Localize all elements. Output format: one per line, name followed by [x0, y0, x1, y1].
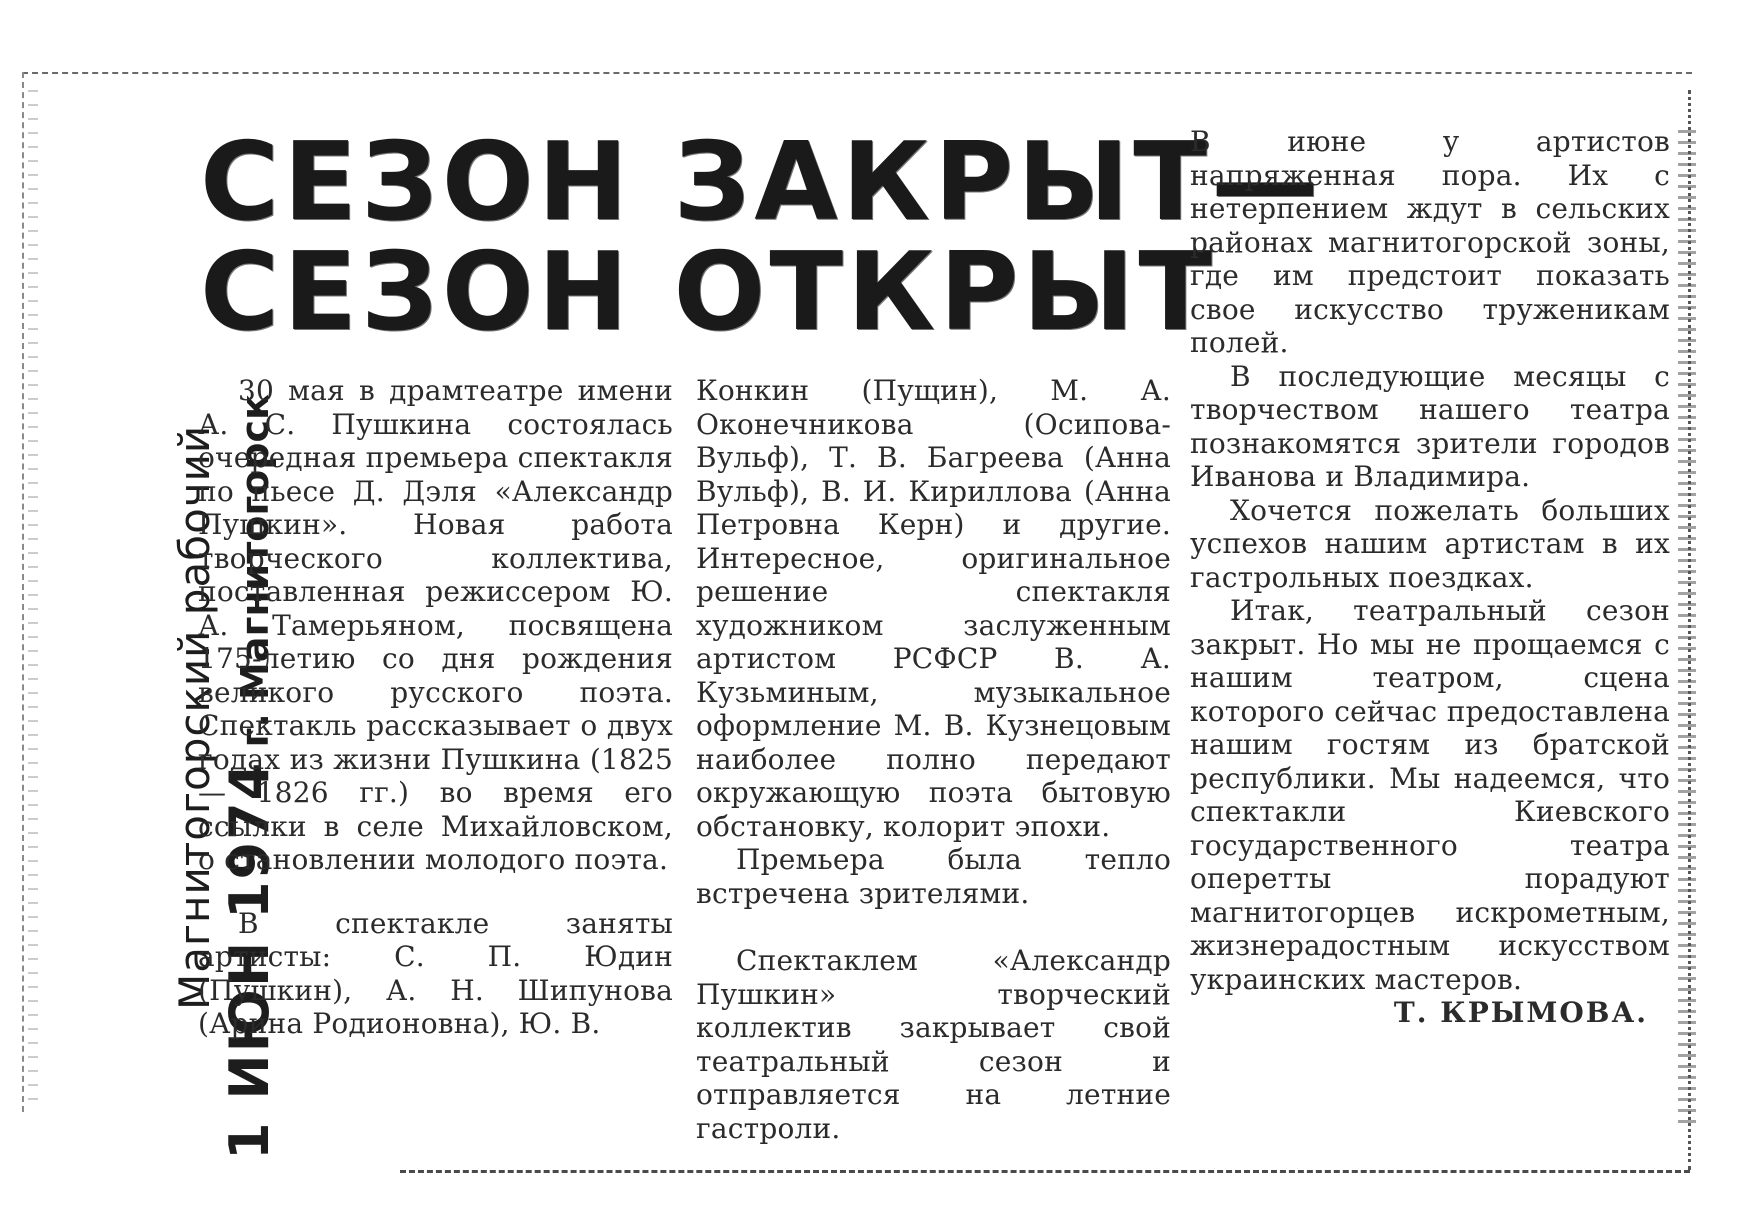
stamp-city: г. Магнитогорск: [233, 394, 277, 748]
paragraph: В последующие месяцы с творчеством нашего театра познакомятся зрители городов Иванова и Владимира.: [1190, 359, 1670, 493]
paragraph: Конкин (Пущин), М. А. Оконечникова (Осипова-Вульф), Т. В. Багреева (Анна Вульф), В. И. Кириллова (Анна Петровна Керн) и другие. Интересное, оригинальное решение спектакля художником заслуженным артистом РСФСР В. А. Кузьминым, музыкальное оформление М. В. Кузнецовым наиболее полно передают окружающую поэта бытовую обстановку, колорит эпохи.: [696, 374, 1171, 843]
article-column-1: [198, 374, 673, 1041]
headline-line-2: СЕЗОН ОТКРЫТ: [200, 230, 1217, 355]
clipping-border-top: [22, 72, 1692, 74]
scan-noise-right: [1678, 130, 1696, 1130]
stamp-date: 1 ИЮН 1974: [218, 760, 281, 1160]
headline-line-1: СЕЗОН ЗАКРЫТ—: [200, 120, 1323, 245]
clipping-border-left: [22, 72, 24, 1112]
paragraph: 30 мая в драмтеатре имени А. С. Пушкина состоялась очередная премьера спектакля по пьесе Д. Дэля «Александр Пушкин». Новая работа творческого коллектива, поставленная режиссером Ю. А. Тамерьяном, посвящена 175-летию со дня рождения великого русского поэта. Спектакль рассказывает о двух годах из жизни Пушкина (1825 — 1826 гг.) во время его ссылки в селе Михайловском, о становлении молодого поэта.: [198, 374, 674, 876]
paragraph: В июне у артистов напряженная пора. Их с нетерпением ждут в сельских районах магнитогорской зоны, где им предстоит показать свое искусство труженикам полей.: [1190, 125, 1670, 359]
clipping-border-bottom: [400, 1170, 1690, 1173]
article-headline: [200, 120, 1323, 355]
scan-noise-left: [28, 90, 38, 1110]
paragraph: Премьера была тепло встречена зрителями.: [696, 843, 1171, 910]
newspaper-name: Магнитогорский рабочий: [170, 424, 219, 1010]
paragraph: Хочется пожелать больших успехов нашим артистам в их гастрольных поездках.: [1190, 493, 1670, 594]
paragraph: В спектакле заняты артисты: С. П. Юдин (Пушкин), А. Н. Шипунова (Арина Родионовна), Ю. В.: [198, 906, 673, 1040]
article-column-2: [696, 374, 1171, 1145]
paragraph: Спектаклем «Александр Пушкин» творческий коллектив закрывает свой театральный сезон и отправляется на летние гастроли.: [696, 944, 1171, 1145]
author-signature: Т. КРЫМОВА.: [1393, 996, 1648, 1029]
article-column-3: [1190, 125, 1670, 1030]
paragraph: Итак, театральный сезон закрыт. Но мы не прощаемся с нашим театром, сцена которого сейчас предоставлена нашим гостям из братской республики. Мы надеемся, что спектакли Киевского государственного театра оперетты порадуют магнитогорцев искрометным, жизнерадостным искусством украинских мастеров.: [1190, 594, 1670, 996]
